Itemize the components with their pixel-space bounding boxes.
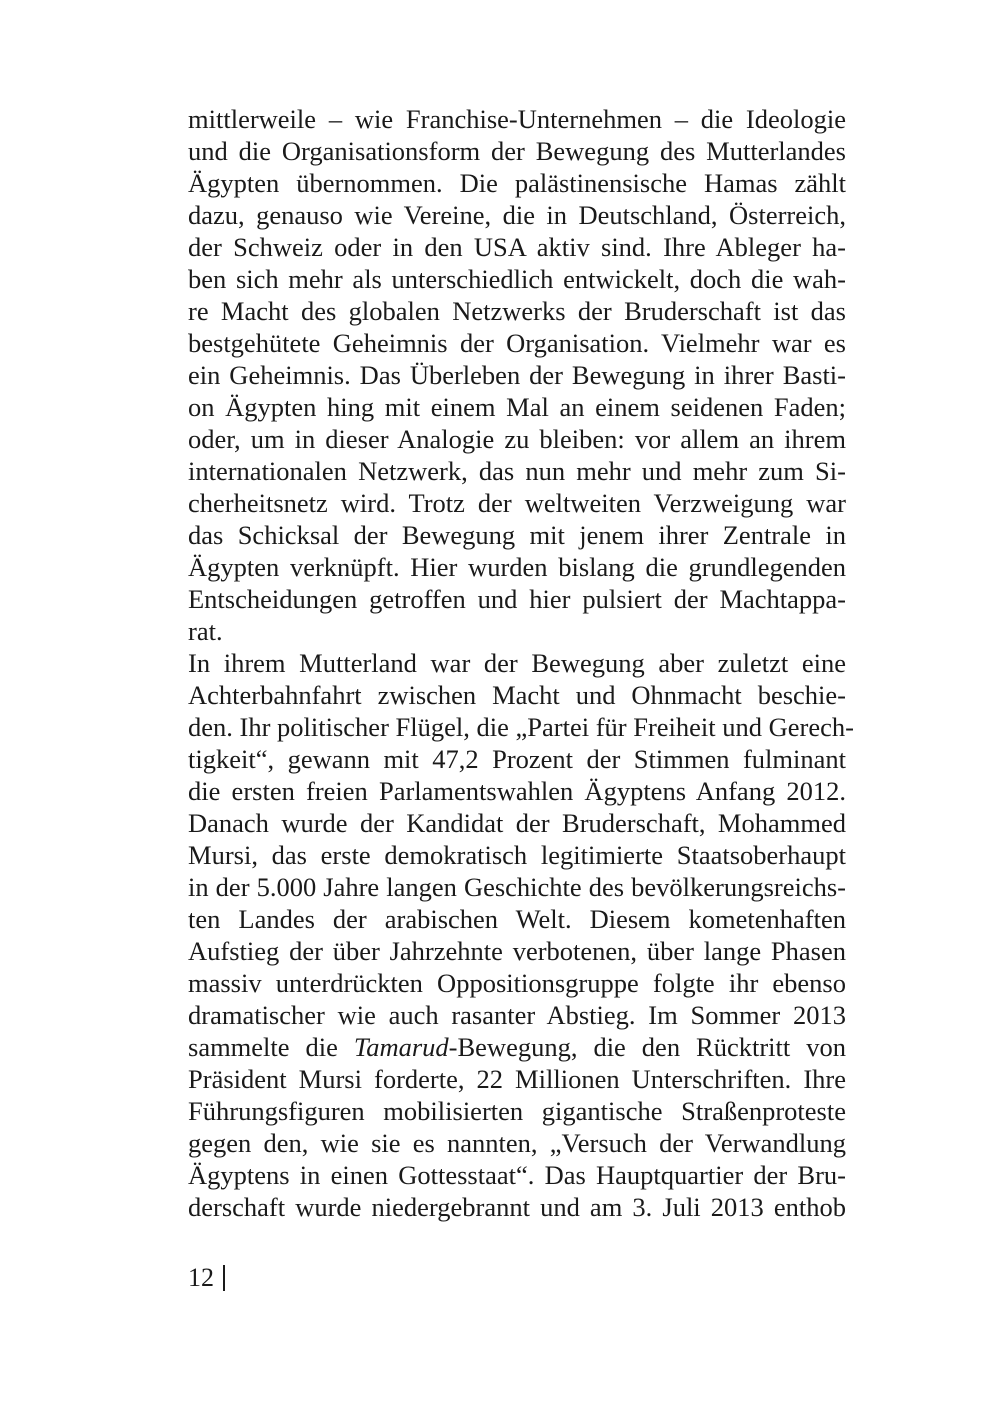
text-line: Ägypten übernommen. Die palästinensische Hamas zählt: [188, 168, 846, 198]
text-line: Achterbahnfahrt zwischen Macht und Ohnmacht beschie-: [188, 680, 846, 710]
page-number: 12: [188, 1263, 214, 1292]
text-line: Aufstieg der über Jahrzehnte verbotenen, über lange Phasen: [188, 936, 846, 966]
italic-term: Tamarud: [353, 1032, 449, 1062]
text-line: ein Geheimnis. Das Überleben der Bewegung in ihrer Basti-: [188, 360, 846, 390]
text-line: Ägyptens in einen Gottesstaat“. Das Hauptquartier der Bru-: [188, 1160, 846, 1190]
text-line: oder, um in dieser Analogie zu bleiben: vor allem an ihrem: [188, 424, 846, 454]
text-line: der Schweiz oder in den USA aktiv sind. Ihre Ableger ha-: [188, 232, 846, 262]
text-line: in der 5.000 Jahre langen Geschichte des bevölkerungsreichs-: [188, 872, 846, 902]
text-line: Mursi, das erste demokratisch legitimierte Staatsoberhaupt: [188, 840, 846, 870]
page-footer: [188, 1262, 225, 1294]
text-line: re Macht des globalen Netzwerks der Bruderschaft ist das: [188, 296, 846, 326]
text-line: dazu, genauso wie Vereine, die in Deutschland, Österreich,: [188, 200, 846, 230]
text-line: rat.: [188, 616, 223, 646]
text-line: Danach wurde der Kandidat der Bruderschaft, Mohammed: [188, 808, 846, 838]
text-line: cherheitsnetz wird. Trotz der weltweiten Verzweigung war: [188, 488, 846, 518]
text-line: massiv unterdrückten Oppositionsgruppe folgte ihr ebenso: [188, 968, 846, 998]
text-line: internationalen Netzwerk, das nun mehr und mehr zum Si-: [188, 456, 846, 486]
text-line: gegen den, wie sie es nannten, „Versuch der Verwandlung: [188, 1128, 846, 1158]
text-line: In ihrem Mutterland war der Bewegung aber zuletzt eine: [188, 648, 846, 678]
text-line: [188, 1031, 846, 1063]
text-line: on Ägypten hing mit einem Mal an einem seidenen Faden;: [188, 392, 846, 422]
text-line: ben sich mehr als unterschiedlich entwickelt, doch die wah-: [188, 264, 846, 294]
text-line: bestgehütete Geheimnis der Organisation. Vielmehr war es: [188, 328, 846, 358]
text-line: ten Landes der arabischen Welt. Diesem kometenhaften: [188, 904, 846, 934]
text-line: und die Organisationsform der Bewegung des Mutterlandes: [188, 136, 846, 166]
text-line: das Schicksal der Bewegung mit jenem ihrer Zentrale in: [188, 520, 846, 550]
text-line: Führungsfiguren mobilisierten gigantische Straßenproteste: [188, 1096, 846, 1126]
text-line: Ägypten verknüpft. Hier wurden bislang die grundlegenden: [188, 552, 846, 582]
text-line: den. Ihr politischer Flügel, die „Partei für Freiheit und Gerech-: [188, 712, 854, 742]
text-line: mittlerweile – wie Franchise-Unternehmen – die Ideologie: [188, 104, 846, 134]
text-line: die ersten freien Parlamentswahlen Ägyptens Anfang 2012.: [188, 776, 846, 806]
text-line: dramatischer wie auch rasanter Abstieg. Im Sommer 2013: [188, 1000, 846, 1030]
text-line: tigkeit“, gewann mit 47,2 Prozent der Stimmen fulminant: [188, 744, 846, 774]
text-line: derschaft wurde niedergebrannt und am 3. Juli 2013 enthob: [188, 1192, 846, 1222]
text-line: Entscheidungen getroffen und hier pulsiert der Machtappa-: [188, 584, 846, 614]
folio-divider: [223, 1265, 225, 1291]
body-text: [188, 103, 854, 1223]
text-run: -Bewegung, die den Rücktritt von: [448, 1032, 846, 1062]
text-line: Präsident Mursi forderte, 22 Millionen Unterschriften. Ihre: [188, 1064, 846, 1094]
text-run: sammelte die: [188, 1032, 354, 1062]
